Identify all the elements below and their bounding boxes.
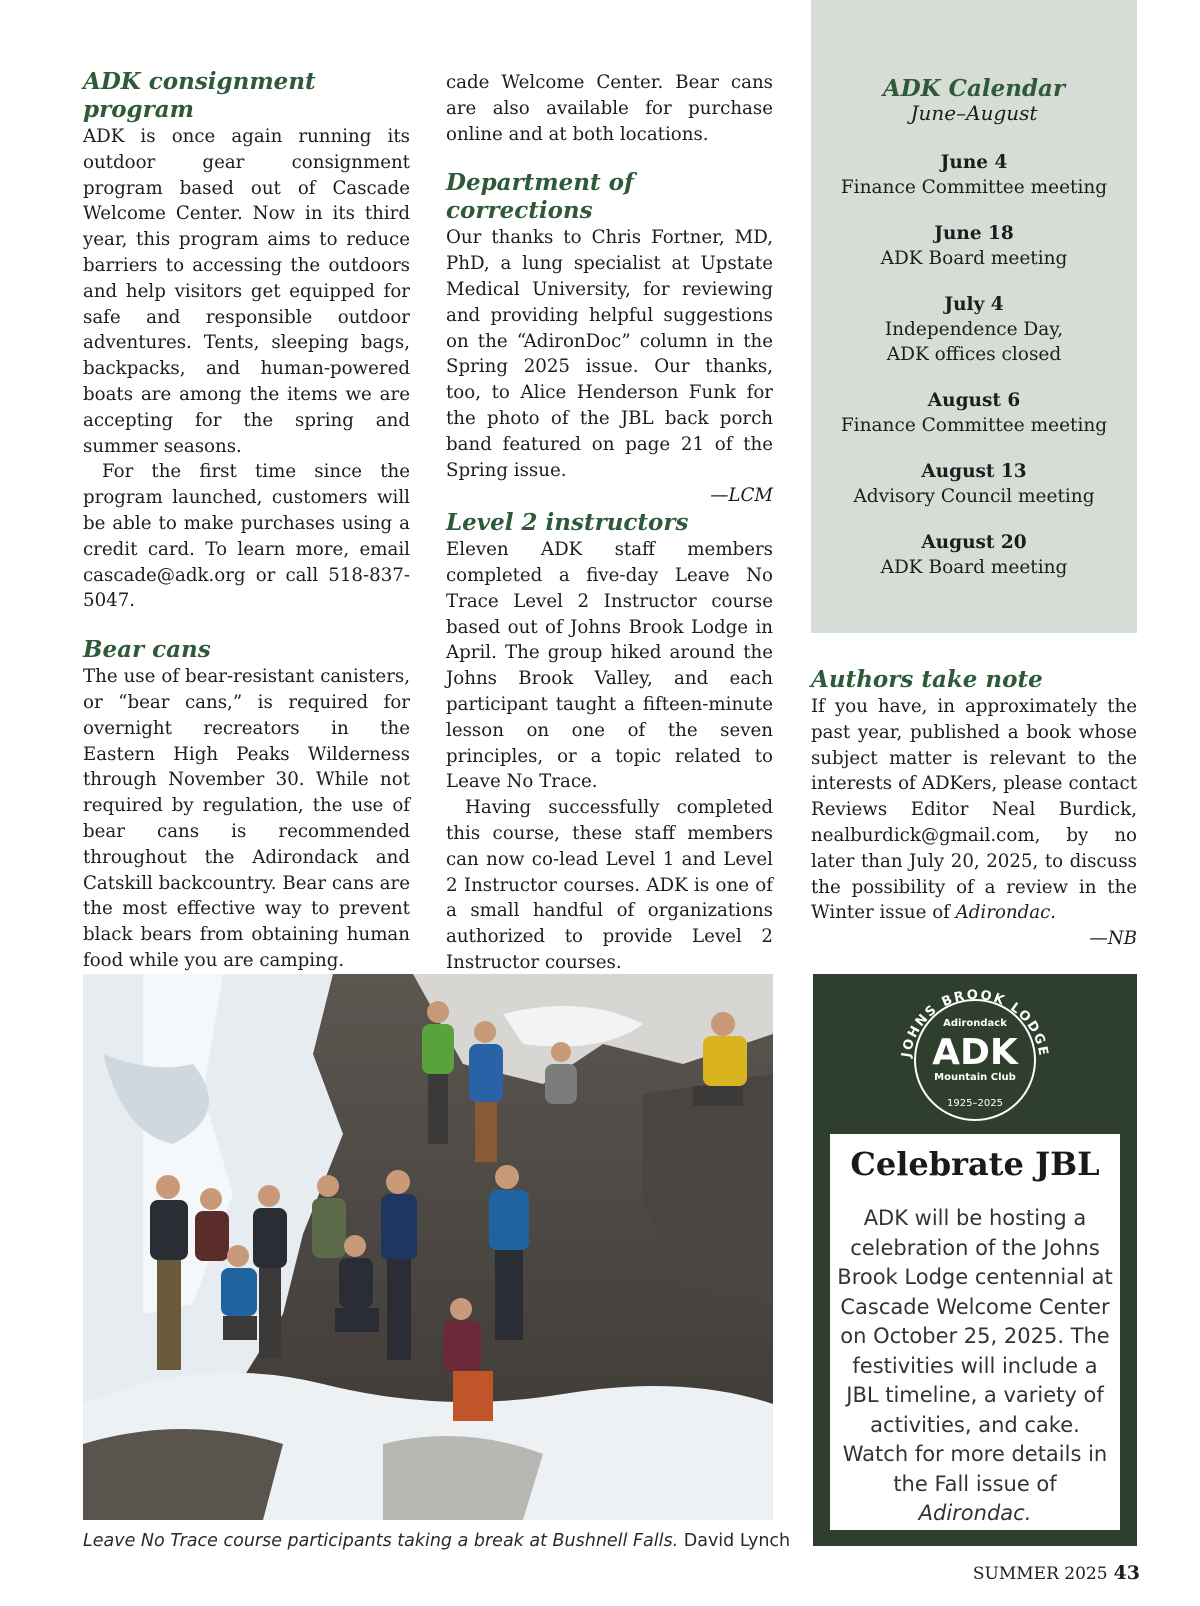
logo-arc-text: JOHNS BROOK LODGE (899, 987, 1051, 1059)
logo-main-text: ADK (932, 1032, 1018, 1073)
jbl-ad-publication: Adirondac. (918, 1501, 1032, 1525)
calendar-event-line-2: ADK offices closed (886, 344, 1062, 365)
bear-cans-continued: cade Welcome Center. Bear cans are also available for purchase online and at both locations. (446, 72, 773, 145)
calendar-item (811, 150, 1137, 200)
photo-illustration (83, 974, 773, 1520)
logo-bottom-text: Mountain Club (934, 1072, 1016, 1083)
calendar-date: August 6 (927, 390, 1021, 411)
photo-caption (83, 1529, 791, 1553)
corrections-paragraph: Our thanks to Chris Fortner, MD, PhD, a lung specialist at Upstate Medical University, for reviewing and providing helpful suggestions on the “AdironDoc” column in the Spring 2025 issue. Our thanks, too, to Alice Henderson Funk for the photo of the JBL back porch band featured on page 21 of the Spring issue. (446, 227, 773, 481)
calendar-title: ADK Calendar (882, 75, 1066, 102)
bear-cans-heading: Bear cans (83, 636, 211, 664)
calendar-date: August 20 (921, 532, 1027, 553)
level2-heading: Level 2 instructors (446, 509, 689, 537)
calendar-date: June 4 (940, 152, 1008, 173)
calendar-box (811, 0, 1137, 633)
issue-label: SUMMER 2025 (972, 1564, 1108, 1584)
bear-cans-paragraph-1: The use of bear-resistant canisters, or “bear cans,” is required for overnight recreators in the Eastern High Peaks Wilderness through November 30. While not required by regulation, the use of bear cans is recommended throughout the Adirondack and Catskill backcountry. Bear cans are the most effective way to prevent black bears from obtaining human food while you are camping. (83, 666, 410, 971)
authors-paragraph (811, 694, 1137, 926)
jbl-ad-body (836, 1204, 1114, 1529)
consignment-paragraph-1: ADK is once again running its outdoor gear consignment program based out of Cascade Welcome Center. Now in its third year, this program aims to reduce barriers to accessing the outdoors and help visitors get equipped for safe and responsible outdoor adventures. Tents, sleeping bags, backpacks, and human-powered boats are among the items we are accepting for the spring and summer seasons. (83, 126, 410, 457)
calendar-date: August 13 (921, 461, 1027, 482)
logo-years-text: 1925–2025 (947, 1098, 1003, 1109)
jbl-ad-body-text: ADK will be hosting a celebration of the Johns Brook Lodge centennial at Cascade Welcome Center on October 25, 2025. The festivities will include a JBL timeline, a variety of activities, and cake. Watch for more details in the Fall issue of (837, 1206, 1113, 1496)
level2-paragraph-2: Having successfully completed this course, these staff members can now co-lead Level 1 and Level 2 Instructor courses. ADK is one of a small handful of organizations authorized to provide Level 2 Instructor courses. (446, 797, 773, 973)
authors-signature: —NB (1089, 928, 1137, 950)
calendar-date: June 18 (934, 223, 1014, 244)
page-folio (900, 1561, 1140, 1586)
jbl-advertisement (813, 974, 1137, 1546)
authors-publication: Adirondac. (955, 902, 1057, 924)
caption-text: Leave No Trace course participants taking a break at Bushnell Falls. (83, 1531, 679, 1551)
calendar-item (811, 221, 1137, 271)
calendar-item (811, 459, 1137, 509)
calendar-event: ADK Board meeting (880, 557, 1068, 578)
calendar-item (811, 388, 1137, 438)
jbl-ad-textbox (830, 1134, 1120, 1530)
column-3 (811, 666, 1137, 952)
calendar-event: ADK Board meeting (880, 248, 1068, 269)
calendar-event: Finance Committee meeting (840, 177, 1108, 198)
authors-text: If you have, in approximately the past year, published a book whose subject matter is relevant to the interests of ADKers, please contact Reviews Editor Neal Burdick, nealburdick@gmail.com, by no later than July 20, 2025, to discuss the possibility of a review in the Winter issue of (811, 696, 1137, 924)
consignment-heading: ADK consignment program (83, 68, 316, 123)
authors-heading: Authors take note (811, 666, 1043, 693)
photo-credit: David Lynch (683, 1531, 791, 1551)
calendar-list (811, 150, 1137, 601)
logo-top-text: Adirondack (943, 1018, 1007, 1029)
jbl-ad-title: Celebrate JBL (850, 1145, 1100, 1183)
calendar-item (811, 530, 1137, 580)
column-1 (83, 68, 410, 1051)
consignment-paragraph-2: For the first time since the program launched, customers will be able to make purchases using a credit card. To learn more, email cascade@adk.org or call 518-837-5047. (83, 461, 410, 612)
corrections-heading: Department of corrections (446, 169, 634, 225)
calendar-date: July 4 (944, 294, 1004, 315)
level2-paragraph-1: Eleven ADK staff members completed a five-day Leave No Trace Level 2 Instructor course based out of Johns Brook Lodge in April. The group hiked around the Johns Brook Valley, and each participant taught a fifteen-minute lesson on one of the seven principles, or a topic related to Leave No Trace. (446, 539, 773, 793)
jbl-logo (813, 974, 1137, 1134)
corrections-signature: —LCM (710, 485, 773, 507)
group-photo (83, 974, 773, 1520)
calendar-item (811, 292, 1137, 367)
calendar-event: Independence Day, (884, 319, 1064, 340)
page-number: 43 (1113, 1562, 1140, 1584)
calendar-event: Finance Committee meeting (840, 415, 1108, 436)
column-2 (446, 70, 773, 1024)
calendar-subtitle: June–August (910, 101, 1038, 125)
calendar-event: Advisory Council meeting (853, 486, 1095, 507)
